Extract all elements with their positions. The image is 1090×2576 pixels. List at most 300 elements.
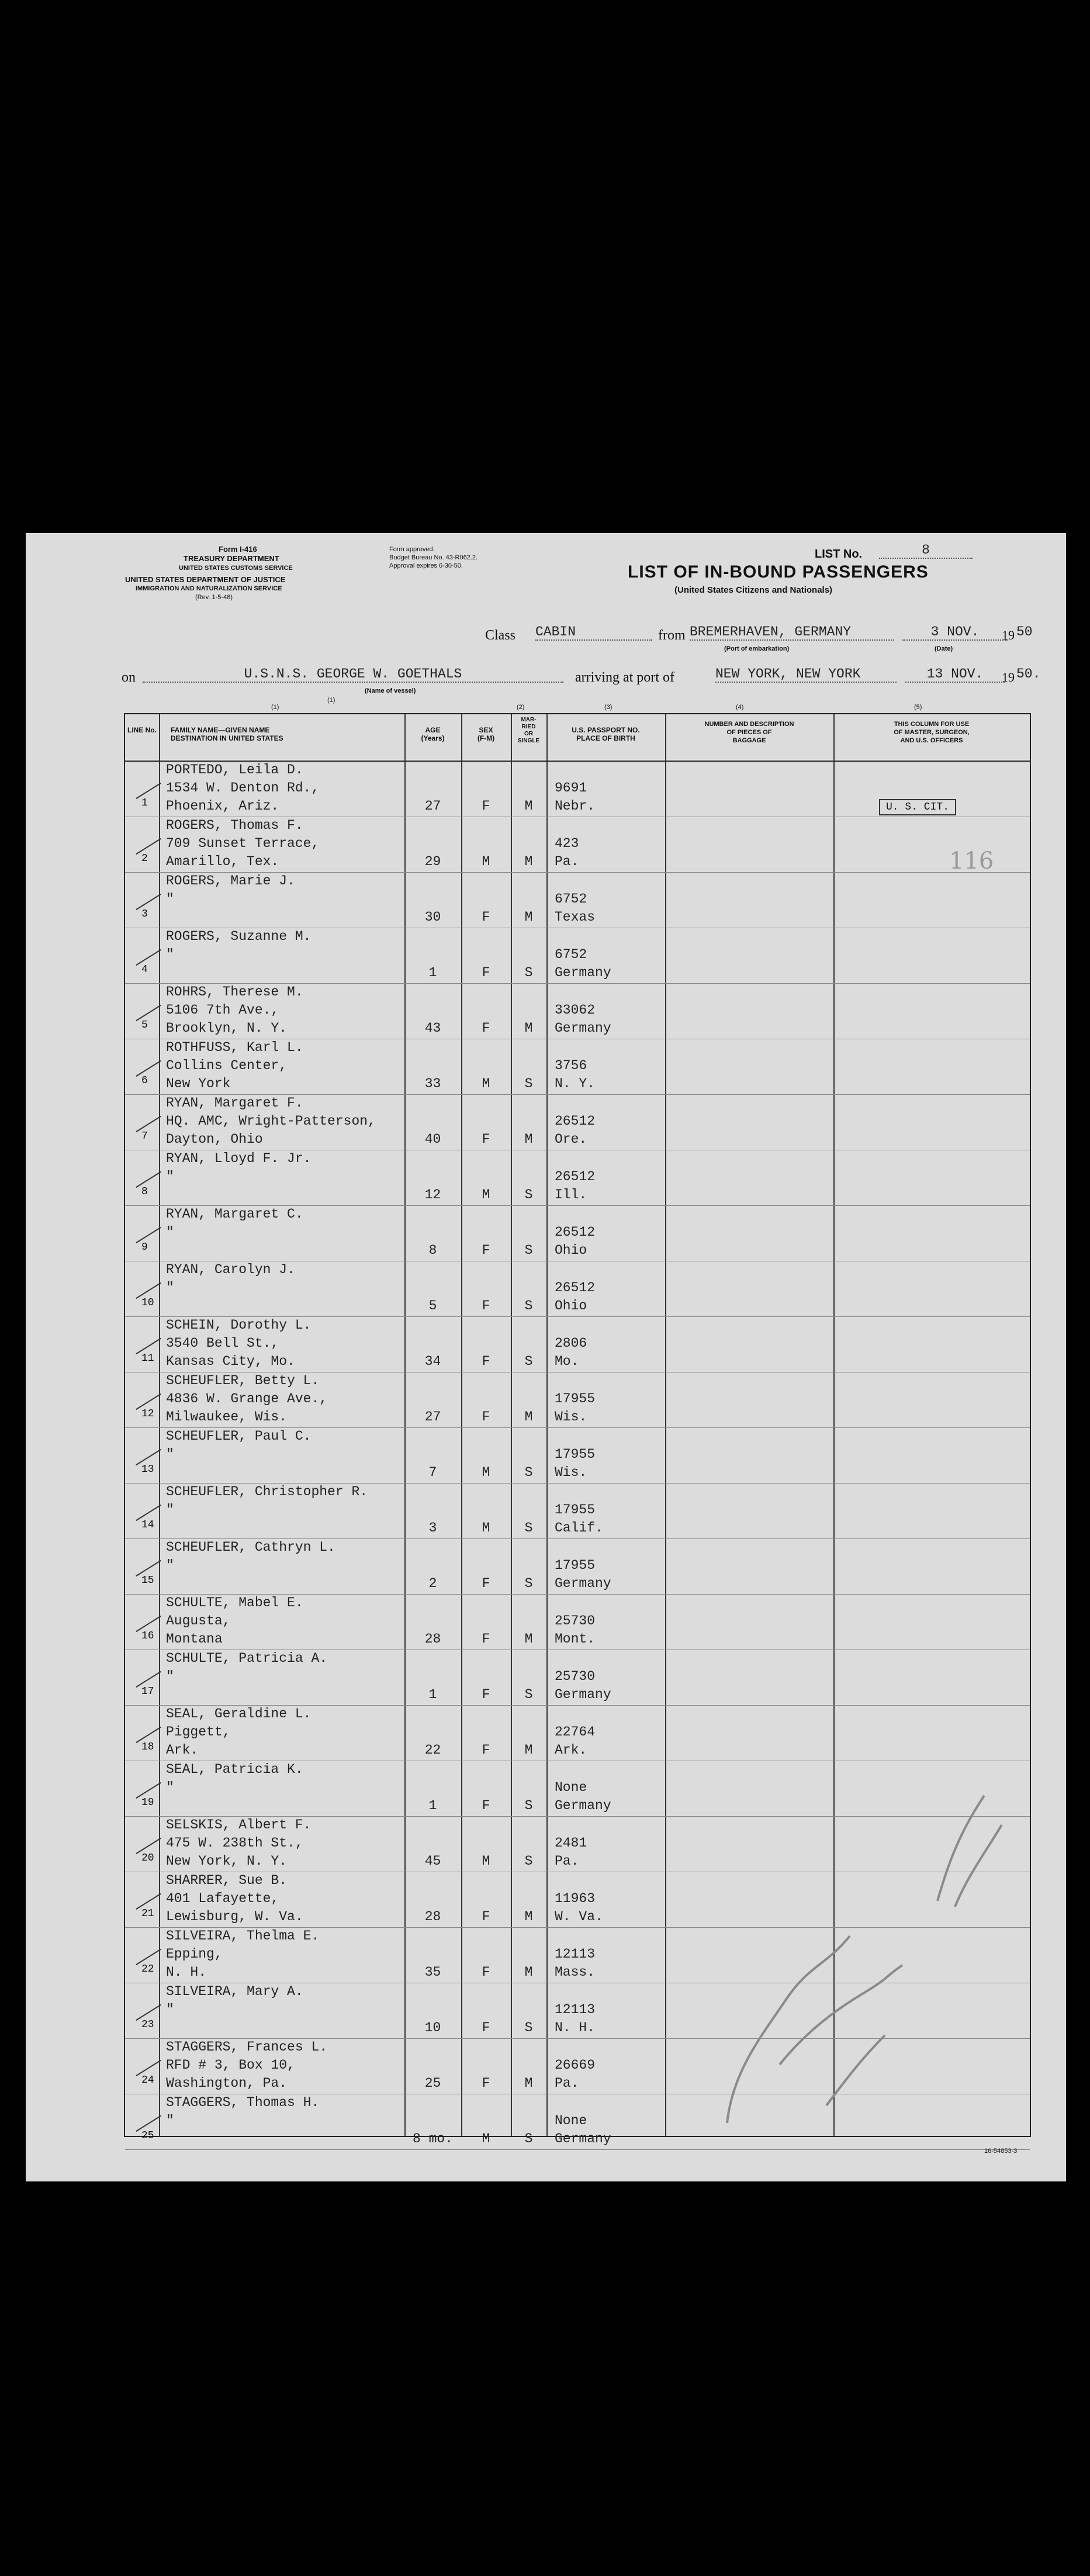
passport-no: 2481 — [555, 1835, 587, 1851]
address-line-1: " — [166, 1780, 174, 1795]
check-mark — [136, 1171, 161, 1188]
sex: F — [482, 2076, 490, 2091]
marital-status: M — [524, 1021, 533, 1036]
marital-status: M — [524, 1409, 533, 1424]
birthplace: Germany — [555, 1687, 611, 1702]
passport-no: 6752 — [555, 891, 587, 907]
passenger-name: ROGERS, Thomas F. — [166, 818, 303, 833]
line-number: 9 — [141, 1242, 148, 1253]
address-line-2: Ark. — [166, 1742, 199, 1758]
age: 27 — [424, 798, 441, 814]
line-number: 4 — [141, 964, 148, 976]
marital-status: S — [524, 1354, 533, 1369]
sex: F — [482, 910, 490, 925]
table-row — [125, 1650, 1030, 1706]
passenger-name: SCHEUFLER, Betty L. — [166, 1373, 320, 1388]
line-number: 1 — [141, 797, 148, 809]
birthplace: Germany — [555, 2131, 611, 2146]
marital-status: S — [524, 2020, 533, 2035]
address-line-2: Lewisburg, W. Va. — [166, 1909, 303, 1924]
sex: F — [482, 965, 490, 980]
age: 1 — [428, 1798, 437, 1813]
sex: F — [482, 1631, 490, 1647]
passenger-name: ROHRS, Therese M. — [166, 984, 303, 1000]
col-header-name: FAMILY NAME—GIVEN NAME DESTINATION IN UNITED STATES — [171, 726, 283, 742]
sex: M — [482, 1187, 490, 1202]
address-line-2: New York, N. Y. — [166, 1854, 288, 1869]
passport-no: 12113 — [555, 1946, 596, 1962]
table-row — [125, 1261, 1030, 1317]
birthplace: Mass. — [555, 1965, 596, 1980]
birthplace: Ohio — [555, 1298, 587, 1313]
passenger-name: SEAL, Patricia K. — [166, 1762, 303, 1777]
age: 34 — [424, 1354, 441, 1369]
passport-no: 11963 — [555, 1891, 596, 1906]
colnum-baggage: (4) — [736, 704, 744, 711]
address-line-2: Washington, Pa. — [166, 2076, 288, 2091]
passport-no: 2806 — [555, 1336, 587, 1351]
address-line-2: N. H. — [166, 1965, 207, 1980]
passenger-name: SILVEIRA, Mary A. — [166, 1984, 303, 1999]
check-mark — [136, 1560, 161, 1576]
line-number: 12 — [141, 1408, 154, 1420]
line-number: 5 — [141, 1019, 148, 1031]
arrival-year-prefix: 19 — [1002, 670, 1015, 684]
passenger-table — [124, 713, 1031, 2146]
line-number: 22 — [141, 1963, 154, 1975]
check-mark — [136, 1949, 161, 1965]
age: 45 — [424, 1854, 441, 1869]
marital-status: S — [524, 1687, 533, 1702]
birthplace: Pa. — [555, 1854, 579, 1869]
sex: F — [482, 1576, 490, 1591]
passport-no: 423 — [555, 836, 579, 851]
col-header-baggage: NUMBER AND DESCRIPTION OF PIECES OF BAGGAGE — [704, 721, 794, 744]
check-mark — [136, 2004, 161, 2021]
birthplace: Ohio — [555, 1243, 587, 1258]
passport-no: 17955 — [555, 1391, 596, 1406]
age: 22 — [424, 1742, 441, 1758]
address-line-2: Milwaukee, Wis. — [166, 1409, 288, 1424]
birthplace: Ore. — [555, 1132, 587, 1147]
class-label: Class — [485, 628, 516, 643]
col-header-officers: THIS COLUMN FOR USE OF MASTER, SURGEON, AND U.S. OFFICERS — [894, 721, 970, 744]
check-mark — [136, 1060, 161, 1077]
passenger-name: STAGGERS, Frances L. — [166, 2039, 328, 2055]
birthplace: Pa. — [555, 854, 579, 869]
line-number: 20 — [141, 1852, 154, 1864]
col-header-passport: U.S. PASSPORT NO. PLACE OF BIRTH — [572, 726, 640, 742]
address-line-1: 475 W. 238th St., — [166, 1835, 303, 1851]
table-row — [125, 1538, 1030, 1595]
birthplace: Pa. — [555, 2076, 579, 2091]
marital-status: M — [524, 1965, 533, 1980]
treasury-dept: TREASURY DEPARTMENT — [184, 554, 279, 563]
address-line-1: " — [166, 1169, 174, 1184]
marital-status: M — [524, 910, 533, 925]
check-mark — [136, 1338, 161, 1354]
birthplace: W. Va. — [555, 1909, 603, 1924]
passport-no: 6752 — [555, 947, 587, 962]
col-header-sex: SEX (F-M) — [477, 726, 495, 742]
passport-no: 25730 — [555, 1613, 596, 1628]
check-mark — [136, 894, 161, 910]
table-row — [125, 1594, 1030, 1650]
address-line-1: 4836 W. Grange Ave., — [166, 1391, 328, 1406]
address-line-1: " — [166, 2113, 174, 2128]
check-mark — [136, 1505, 161, 1521]
age: 8 — [428, 1243, 437, 1258]
passenger-name: RYAN, Lloyd F. Jr. — [166, 1151, 312, 1166]
table-row — [125, 983, 1030, 1039]
birthplace: Germany — [555, 1798, 611, 1813]
embark-caption: (Port of embarkation) — [724, 645, 790, 652]
age: 43 — [424, 1021, 441, 1036]
arrival-port: NEW YORK, NEW YORK — [715, 666, 897, 683]
address-line-1: 401 Lafayette, — [166, 1891, 279, 1906]
line-number: 15 — [141, 1575, 154, 1586]
embark-date: 3 NOV. — [902, 624, 1008, 641]
passport-no: None — [555, 2113, 587, 2128]
check-mark — [136, 1782, 161, 1799]
date-caption: (Date) — [935, 645, 953, 652]
birthplace: Ill. — [555, 1187, 587, 1202]
table-row — [125, 1094, 1030, 1150]
marital-status: M — [524, 1631, 533, 1647]
line-number: 14 — [141, 1519, 154, 1531]
vessel-name: U.S.N.S. GEORGE W. GOETHALS — [143, 666, 563, 683]
birthplace: Texas — [555, 910, 596, 925]
page-title: LIST OF IN-BOUND PASSENGERS — [628, 562, 929, 582]
passport-no: 17955 — [555, 1502, 596, 1517]
marital-status: S — [524, 1576, 533, 1591]
marital-status: S — [524, 1243, 533, 1258]
address-line-1: " — [166, 891, 174, 907]
check-mark — [136, 1616, 161, 1632]
check-mark — [136, 1005, 161, 1021]
address-line-2: Amarillo, Tex. — [166, 854, 279, 869]
justice-dept: UNITED STATES DEPARTMENT OF JUSTICE — [125, 575, 286, 584]
passenger-name: SILVEIRA, Thelma E. — [166, 1928, 320, 1944]
colnum-name: (1) — [271, 704, 279, 711]
age: 28 — [424, 1631, 441, 1647]
col-header-line: LINE No. — [127, 726, 157, 734]
passport-no: 22764 — [555, 1724, 596, 1740]
age: 1 — [428, 1687, 437, 1702]
sex: F — [482, 1021, 490, 1036]
address-line-1: 5106 7th Ave., — [166, 1002, 279, 1018]
embark-year: 50 — [1016, 624, 1033, 639]
passenger-name: ROTHFUSS, Karl L. — [166, 1040, 303, 1055]
birthplace: Wis. — [555, 1409, 587, 1424]
marital-status: M — [524, 1742, 533, 1758]
birthplace: Germany — [555, 1576, 611, 1591]
table-row — [125, 1372, 1030, 1428]
age: 35 — [424, 1965, 441, 1980]
address-line-1: " — [166, 2002, 174, 2017]
passport-no: 26512 — [555, 1169, 596, 1184]
marital-status: S — [524, 1854, 533, 1869]
address-line-1: RFD # 3, Box 10, — [166, 2058, 295, 2073]
birthplace: Nebr. — [555, 798, 596, 814]
table-row — [125, 817, 1030, 873]
line-number: 23 — [141, 2019, 154, 2031]
sex: M — [482, 854, 490, 869]
passport-no: 25730 — [555, 1669, 596, 1684]
age: 33 — [424, 1076, 441, 1091]
age: 2 — [428, 1576, 437, 1591]
approval-line2: Budget Bureau No. 43-R062.2. — [389, 554, 478, 561]
sex: F — [482, 1354, 490, 1369]
list-no-value: 8 — [879, 542, 973, 559]
address-line-1: 709 Sunset Terrace, — [166, 836, 320, 851]
age: 28 — [424, 1909, 441, 1924]
check-mark — [136, 949, 161, 966]
from-label: from — [658, 628, 686, 643]
passport-no: 26669 — [555, 2058, 596, 2073]
pencil-number: 116 — [949, 848, 994, 874]
table-row — [125, 1039, 1030, 1095]
list-no-label: LIST No. — [815, 548, 863, 561]
sex: F — [482, 1132, 490, 1147]
address-line-2: Brooklyn, N. Y. — [166, 1021, 288, 1036]
sex: F — [482, 1965, 490, 1980]
colnum-passport: (3) — [604, 704, 613, 711]
age: 8 mo. — [412, 2131, 453, 2146]
age: 1 — [428, 965, 437, 980]
arrival-year: 50. — [1016, 666, 1041, 682]
us-citizen-stamp: U. S. CIT. — [879, 799, 956, 815]
table-row — [125, 1483, 1030, 1539]
sex: M — [482, 1854, 490, 1869]
passport-no: 26512 — [555, 1280, 596, 1295]
passenger-name: SELSKIS, Albert F. — [166, 1817, 312, 1832]
table-header — [125, 714, 1030, 762]
marital-status: S — [524, 965, 533, 980]
colnum-officers: (5) — [914, 704, 922, 711]
passenger-name: STAGGERS, Thomas H. — [166, 2095, 320, 2110]
address-line-2: Dayton, Ohio — [166, 1132, 263, 1147]
table-row — [125, 1205, 1030, 1261]
marital-status: M — [524, 854, 533, 869]
age: 12 — [424, 1187, 441, 1202]
address-line-1: 1534 W. Denton Rd., — [166, 780, 320, 796]
line-number: 25 — [141, 2130, 154, 2142]
line-number: 17 — [141, 1686, 154, 1697]
line-number: 10 — [141, 1297, 154, 1309]
passport-no: 26512 — [555, 1114, 596, 1129]
approval-line3: Approval expires 6-30-50. — [389, 562, 463, 569]
age: 30 — [424, 910, 441, 925]
line-number: 13 — [141, 1464, 154, 1475]
birthplace: Germany — [555, 1021, 611, 1036]
birthplace: Mo. — [555, 1354, 579, 1369]
passport-no: 17955 — [555, 1558, 596, 1573]
birthplace: N. Y. — [555, 1076, 596, 1091]
passenger-name: SCHEIN, Dorothy L. — [166, 1318, 312, 1333]
passenger-name: RYAN, Margaret C. — [166, 1206, 303, 1222]
table-row — [125, 1150, 1030, 1206]
address-line-1: " — [166, 1447, 174, 1462]
line-number: 18 — [141, 1741, 154, 1753]
marital-status: M — [524, 2076, 533, 2091]
check-mark — [136, 1671, 161, 1688]
passenger-name: RYAN, Carolyn J. — [166, 1262, 295, 1277]
address-line-1: " — [166, 1502, 174, 1517]
table-row — [125, 872, 1030, 928]
passport-no: 9691 — [555, 780, 587, 796]
passport-no: None — [555, 1780, 587, 1795]
check-mark — [136, 1282, 161, 1299]
table-row — [125, 1316, 1030, 1372]
marital-status: S — [524, 1465, 533, 1480]
vessel-caption-num: (1) — [327, 697, 335, 704]
age: 40 — [424, 1132, 441, 1147]
passenger-name: SCHEUFLER, Paul C. — [166, 1429, 312, 1444]
check-mark — [136, 1394, 161, 1410]
line-number: 11 — [141, 1353, 154, 1364]
address-line-2: Montana — [166, 1631, 223, 1647]
address-line-2: Phoenix, Ariz. — [166, 798, 279, 814]
passenger-name: SCHEUFLER, Cathryn L. — [166, 1540, 335, 1555]
line-number: 21 — [141, 1908, 154, 1920]
class-value: CABIN — [535, 624, 652, 641]
line-number: 3 — [141, 908, 148, 920]
check-mark — [136, 2115, 161, 2132]
address-line-1: Collins Center, — [166, 1058, 288, 1073]
marital-status: S — [524, 1798, 533, 1813]
birthplace: Germany — [555, 965, 611, 980]
sex: F — [482, 1798, 490, 1813]
customs-service: UNITED STATES CUSTOMS SERVICE — [179, 565, 293, 572]
address-line-1: " — [166, 1280, 174, 1295]
arrival-date: 13 NOV. — [905, 666, 1005, 683]
age: 3 — [428, 1520, 437, 1536]
sex: F — [482, 1298, 490, 1313]
check-mark — [136, 1227, 161, 1243]
address-line-1: Augusta, — [166, 1613, 231, 1628]
sex: M — [482, 1520, 490, 1536]
revision: (Rev. 1-5-48) — [195, 594, 233, 601]
col-header-married: MAR- RIED OR SINGLE — [517, 717, 540, 744]
address-line-2: New York — [166, 1076, 231, 1091]
sex: F — [482, 1742, 490, 1758]
age: 27 — [424, 1409, 441, 1424]
address-line-1: " — [166, 947, 174, 962]
check-mark — [136, 838, 161, 855]
sex: F — [482, 2020, 490, 2035]
colnum-married: (2) — [517, 704, 525, 711]
address-line-1: HQ. AMC, Wright-Patterson, — [166, 1114, 376, 1129]
address-line-1: " — [166, 1558, 174, 1573]
marital-status: M — [524, 1909, 533, 1924]
passport-no: 17955 — [555, 1447, 596, 1462]
line-number: 19 — [141, 1797, 154, 1809]
passport-no: 33062 — [555, 1002, 596, 1018]
sex: F — [482, 1409, 490, 1424]
vessel-caption: (Name of vessel) — [365, 687, 416, 694]
passenger-name: ROGERS, Marie J. — [166, 873, 295, 888]
birthplace: Calif. — [555, 1520, 603, 1536]
check-mark — [136, 783, 161, 799]
check-mark — [136, 1116, 161, 1132]
address-line-2: Kansas City, Mo. — [166, 1354, 295, 1369]
passport-no: 3756 — [555, 1058, 587, 1073]
birthplace: Ark. — [555, 1742, 587, 1758]
passenger-name: SCHEUFLER, Christopher R. — [166, 1484, 368, 1499]
line-number: 7 — [141, 1130, 148, 1142]
line-number: 8 — [141, 1186, 148, 1198]
check-mark — [136, 1838, 161, 1854]
table-row — [125, 1427, 1030, 1484]
embark-year-prefix: 19 — [1002, 628, 1015, 642]
address-line-1: " — [166, 1669, 174, 1684]
passenger-name: PORTEDO, Leila D. — [166, 762, 303, 777]
table-row — [125, 928, 1030, 984]
line-number: 2 — [141, 853, 148, 865]
age: 5 — [428, 1298, 437, 1313]
embark-port: BREMERHAVEN, GERMANY — [690, 624, 894, 641]
passenger-name: RYAN, Margaret F. — [166, 1095, 303, 1111]
sex: F — [482, 798, 490, 814]
approval-line1: Form approved. — [389, 546, 435, 553]
birthplace: N. H. — [555, 2020, 596, 2035]
line-number: 16 — [141, 1630, 154, 1642]
check-mark — [136, 1893, 161, 1910]
sex: F — [482, 1909, 490, 1924]
page-subtitle: (United States Citizens and Nationals) — [674, 585, 833, 595]
passenger-name: SCHULTE, Mabel E. — [166, 1595, 303, 1610]
address-line-1: " — [166, 1225, 174, 1240]
handwritten-annotation — [710, 1790, 1013, 2129]
birthplace: Mont. — [555, 1631, 596, 1647]
marital-status: S — [524, 1298, 533, 1313]
sex: M — [482, 1465, 490, 1480]
marital-status: M — [524, 798, 533, 814]
line-number: 6 — [141, 1075, 148, 1087]
age: 29 — [424, 854, 441, 869]
marital-status: M — [524, 1132, 533, 1147]
passenger-name: ROGERS, Suzanne M. — [166, 929, 312, 944]
check-mark — [136, 1449, 161, 1465]
marital-status: S — [524, 1520, 533, 1536]
sex: F — [482, 1243, 490, 1258]
on-label: on — [122, 670, 136, 685]
passenger-name: SCHULTE, Patricia A. — [166, 1651, 328, 1666]
footer-code: 16-54853-3 — [984, 2148, 1018, 2155]
sex: M — [482, 2131, 490, 2146]
age: 7 — [428, 1465, 437, 1480]
check-mark — [136, 1727, 161, 1743]
passport-no: 26512 — [555, 1225, 596, 1240]
line-number: 24 — [141, 2074, 154, 2086]
manifest-page — [26, 533, 1066, 2181]
passenger-name: SEAL, Geraldine L. — [166, 1706, 312, 1721]
arriving-label: arriving at port of — [575, 670, 674, 685]
passenger-name: SHARRER, Sue B. — [166, 1873, 288, 1888]
table-row — [125, 1705, 1030, 1761]
birthplace: Wis. — [555, 1465, 587, 1480]
age: 10 — [424, 2020, 441, 2035]
sex: M — [482, 1076, 490, 1091]
immigration-service: IMMIGRATION AND NATURALIZATION SERVICE — [136, 585, 282, 592]
address-line-1: 3540 Bell St., — [166, 1336, 279, 1351]
address-line-1: Epping, — [166, 1946, 223, 1962]
sex: F — [482, 1687, 490, 1702]
passport-no: 12113 — [555, 2002, 596, 2017]
col-header-age: AGE (Years) — [421, 726, 445, 742]
marital-status: S — [524, 2131, 533, 2146]
